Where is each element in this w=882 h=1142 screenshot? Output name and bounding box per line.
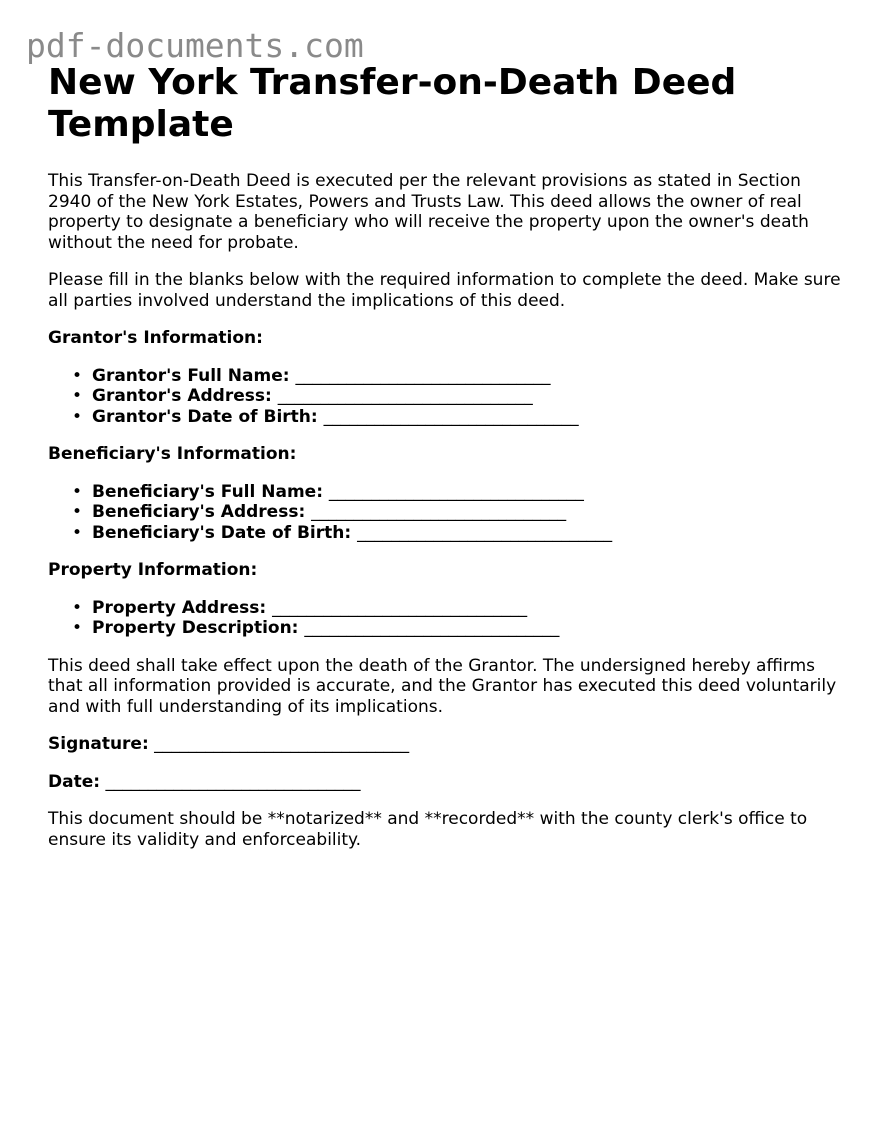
beneficiary-section-heading: Beneficiary's Information: — [48, 444, 297, 464]
document-body — [48, 62, 848, 850]
field-label: Beneficiary's Full Name: — [92, 481, 323, 502]
beneficiary-dob-field — [72, 522, 848, 544]
signature-line — [48, 734, 848, 755]
field-label: Grantor's Address: — [92, 386, 272, 406]
closing-paragraph: This document should be **notarized** and **recorded** with the county clerk's office to ensure its validity and enforceability. — [48, 809, 808, 850]
property-field-list — [48, 598, 848, 639]
beneficiary-dob-blank[interactable]: ______________________________ — [357, 522, 613, 543]
bullet-icon: • — [72, 618, 83, 638]
beneficiary-full-name-field — [72, 481, 848, 503]
beneficiary-field-list — [48, 482, 848, 544]
instructions-paragraph: Please fill in the blanks below with the required information to complete the deed. Make sure all parties involved understand the implications of this deed. — [48, 270, 841, 311]
property-address-field — [72, 597, 848, 619]
field-label: Property Description: — [92, 618, 299, 638]
grantor-address-blank[interactable]: ______________________________ — [277, 386, 533, 406]
bullet-icon: • — [72, 522, 83, 543]
property-address-blank[interactable]: ______________________________ — [272, 597, 528, 618]
beneficiary-address-field — [72, 502, 848, 523]
bullet-icon: • — [72, 502, 83, 522]
property-section-heading: Property Information: — [48, 560, 258, 580]
affirmation-paragraph: This deed shall take effect upon the death of the Grantor. The undersigned hereby affirms that all information provided is accurate, and the Grantor has executed this deed voluntarily and with full understanding of its implications. — [48, 655, 837, 717]
date-blank[interactable]: ______________________________ — [105, 771, 361, 792]
field-label: Beneficiary's Date of Birth: — [92, 522, 352, 543]
grantor-full-name-field — [72, 365, 848, 387]
bullet-icon: • — [72, 365, 83, 386]
grantor-dob-blank[interactable]: ______________________________ — [323, 406, 579, 427]
document-title: New York Transfer-on-Death Deed Template — [48, 62, 737, 145]
intro-paragraph: This Transfer-on-Death Deed is executed per the relevant provisions as stated in Section 2940 of the New York Estates, Powers and Trusts Law. This deed allows the owner of real property to designate a beneficiary who will receive the property upon the owner's death without the need for probate. — [48, 171, 809, 253]
field-label: Grantor's Date of Birth: — [92, 406, 318, 427]
grantor-full-name-blank[interactable]: ______________________________ — [295, 365, 551, 386]
grantor-dob-field — [72, 406, 848, 428]
beneficiary-full-name-blank[interactable]: ______________________________ — [328, 481, 584, 502]
signature-label: Signature: — [48, 734, 149, 754]
date-line — [48, 772, 848, 793]
grantor-section-heading: Grantor's Information: — [48, 328, 263, 348]
bullet-icon: • — [72, 386, 83, 406]
bullet-icon: • — [72, 406, 83, 427]
bullet-icon: • — [72, 597, 83, 618]
grantor-address-field — [72, 386, 848, 407]
signature-blank[interactable]: ______________________________ — [154, 734, 410, 754]
beneficiary-address-blank[interactable]: ______________________________ — [311, 502, 567, 522]
field-label: Grantor's Full Name: — [92, 365, 290, 386]
bullet-icon: • — [72, 481, 83, 502]
watermark: pdf-documents.com — [26, 26, 364, 65]
grantor-field-list — [48, 366, 848, 428]
field-label: Property Address: — [92, 597, 267, 618]
property-description-field — [72, 618, 848, 639]
property-description-blank[interactable]: ______________________________ — [304, 618, 560, 638]
date-label: Date: — [48, 771, 101, 792]
field-label: Beneficiary's Address: — [92, 502, 306, 522]
